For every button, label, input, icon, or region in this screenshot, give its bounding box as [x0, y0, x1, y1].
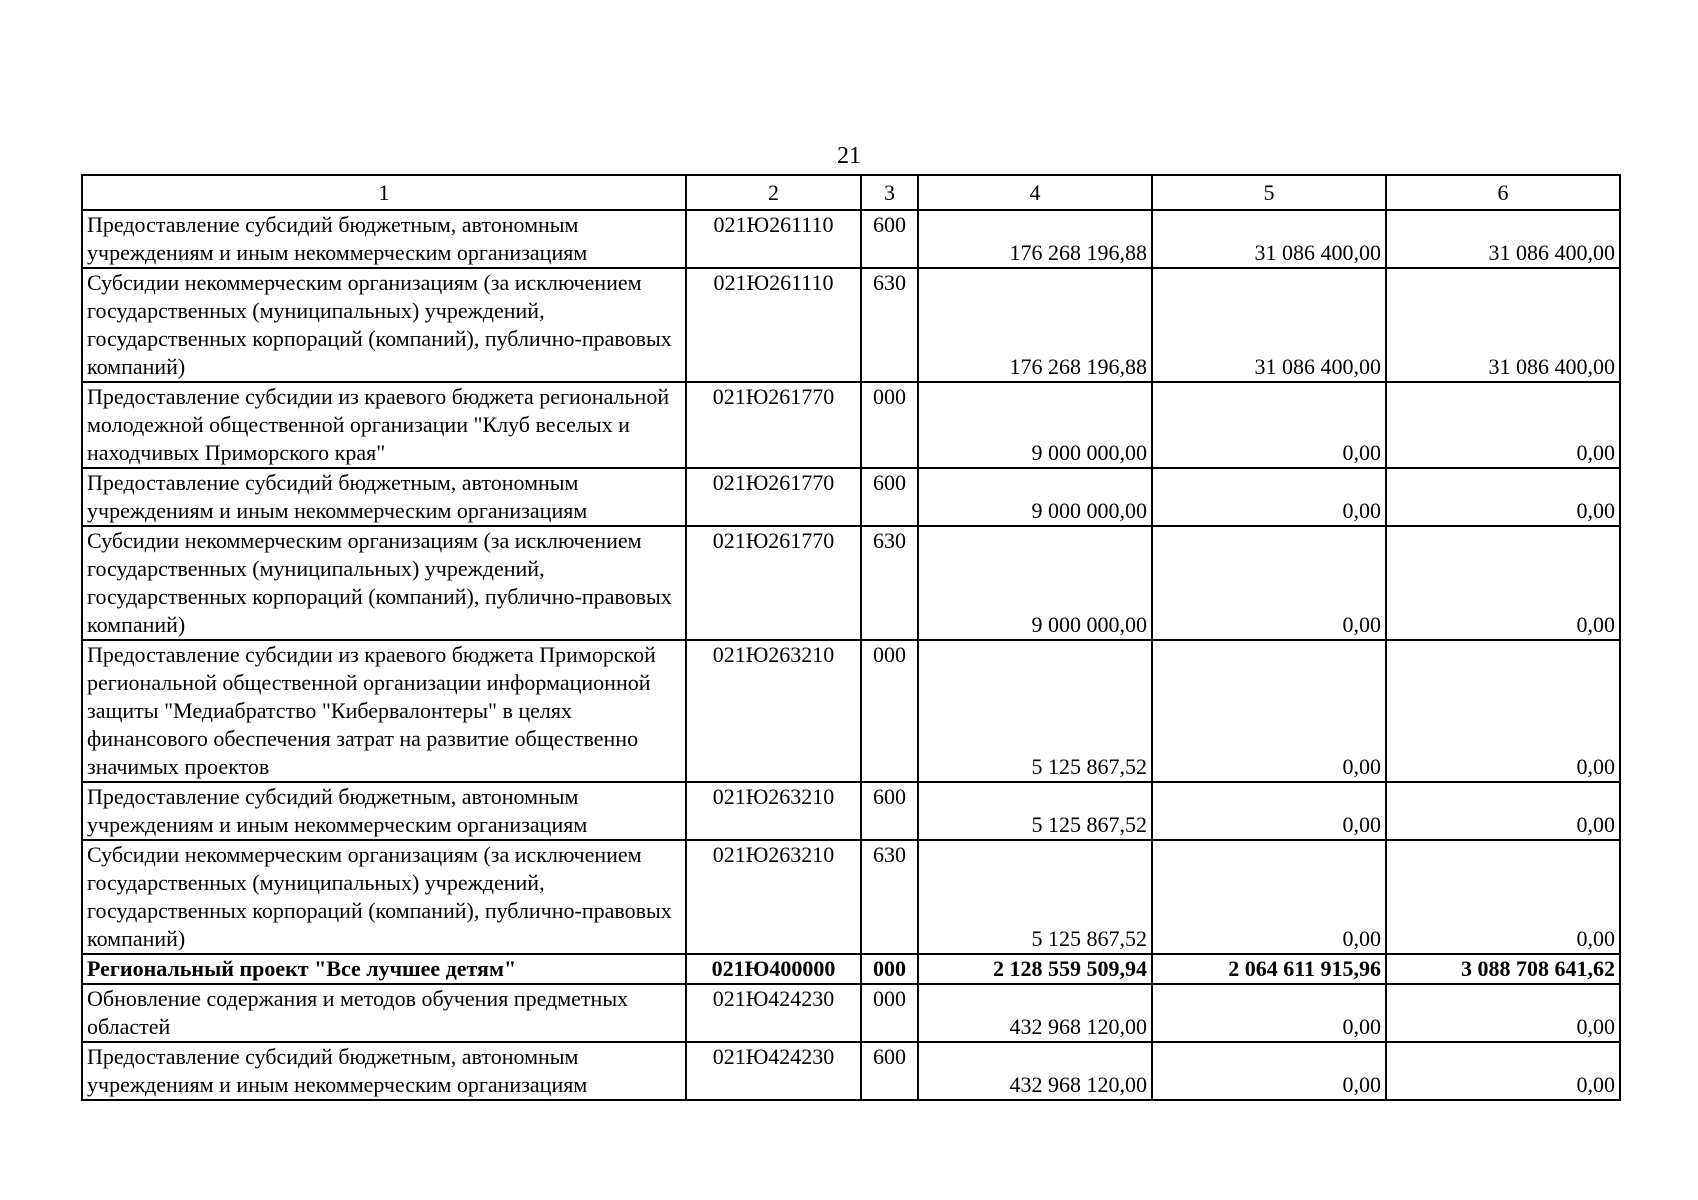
row-code: 021Ю261770 — [686, 382, 861, 468]
table-row — [82, 840, 1620, 954]
row-code: 021Ю261110 — [686, 268, 861, 382]
column-header-5: 5 — [1152, 175, 1386, 210]
row-value-6: 0,00 — [1386, 640, 1620, 782]
row-type: 600 — [861, 468, 918, 526]
row-type: 600 — [861, 210, 918, 268]
row-type: 600 — [861, 782, 918, 840]
row-value-4: 176 268 196,88 — [918, 268, 1152, 382]
row-value-6: 31 086 400,00 — [1386, 268, 1620, 382]
row-value-5: 0,00 — [1152, 468, 1386, 526]
column-header-2: 2 — [686, 175, 861, 210]
row-name: Предоставление субсидий бюджетным, автономным учреждениям и иным некоммерческим организациям — [82, 1042, 686, 1100]
row-value-6: 3 088 708 641,62 — [1386, 954, 1620, 984]
row-name: Предоставление субсидии из краевого бюджета региональной молодежной общественной организации "Клуб веселых и находчивых Приморского края" — [82, 382, 686, 468]
row-type: 630 — [861, 268, 918, 382]
row-value-4: 5 125 867,52 — [918, 640, 1152, 782]
row-value-5: 31 086 400,00 — [1152, 210, 1386, 268]
table-row — [82, 984, 1620, 1042]
row-code: 021Ю261110 — [686, 210, 861, 268]
row-value-5: 0,00 — [1152, 1042, 1386, 1100]
row-value-4: 2 128 559 509,94 — [918, 954, 1152, 984]
row-value-4: 5 125 867,52 — [918, 782, 1152, 840]
row-value-6: 0,00 — [1386, 468, 1620, 526]
row-value-5: 31 086 400,00 — [1152, 268, 1386, 382]
table-row — [82, 526, 1620, 640]
row-value-5: 0,00 — [1152, 840, 1386, 954]
row-value-5: 2 064 611 915,96 — [1152, 954, 1386, 984]
row-name: Предоставление субсидии из краевого бюджета Приморской региональной общественной организации информационной защиты "Медиабратство "Кибервалонтеры" в целях финансового обеспечения затрат на развитие общественно значимых проектов — [82, 640, 686, 782]
row-type: 000 — [861, 640, 918, 782]
row-code: 021Ю263210 — [686, 640, 861, 782]
row-value-6: 0,00 — [1386, 1042, 1620, 1100]
column-header-1: 1 — [82, 175, 686, 210]
row-value-4: 9 000 000,00 — [918, 468, 1152, 526]
row-type: 630 — [861, 526, 918, 640]
row-code: 021Ю263210 — [686, 782, 861, 840]
row-type: 600 — [861, 1042, 918, 1100]
table-row — [82, 1042, 1620, 1100]
table-row — [82, 782, 1620, 840]
row-value-6: 0,00 — [1386, 984, 1620, 1042]
row-value-5: 0,00 — [1152, 782, 1386, 840]
table-row — [82, 640, 1620, 782]
page-number: 21 — [837, 143, 861, 169]
row-code: 021Ю424230 — [686, 1042, 861, 1100]
row-value-4: 9 000 000,00 — [918, 382, 1152, 468]
row-code: 021Ю424230 — [686, 984, 861, 1042]
row-name: Субсидии некоммерческим организациям (за исключением государственных (муниципальных) учреждений, государственных корпораций (компаний), публично-правовых компаний) — [82, 268, 686, 382]
row-type: 000 — [861, 382, 918, 468]
row-type: 000 — [861, 954, 918, 984]
row-value-4: 432 968 120,00 — [918, 984, 1152, 1042]
row-value-6: 0,00 — [1386, 526, 1620, 640]
row-code: 021Ю400000 — [686, 954, 861, 984]
row-value-4: 176 268 196,88 — [918, 210, 1152, 268]
row-value-6: 31 086 400,00 — [1386, 210, 1620, 268]
row-value-6: 0,00 — [1386, 382, 1620, 468]
row-value-5: 0,00 — [1152, 984, 1386, 1042]
row-type: 630 — [861, 840, 918, 954]
row-type: 000 — [861, 984, 918, 1042]
row-name: Субсидии некоммерческим организациям (за исключением государственных (муниципальных) учреждений, государственных корпораций (компаний), публично-правовых компаний) — [82, 526, 686, 640]
row-value-4: 432 968 120,00 — [918, 1042, 1152, 1100]
row-name: Предоставление субсидий бюджетным, автономным учреждениям и иным некоммерческим организациям — [82, 468, 686, 526]
table-header-row — [82, 175, 1620, 210]
budget-table — [81, 174, 1621, 1101]
row-value-4: 9 000 000,00 — [918, 526, 1152, 640]
row-value-5: 0,00 — [1152, 640, 1386, 782]
row-name: Субсидии некоммерческим организациям (за исключением государственных (муниципальных) учреждений, государственных корпораций (компаний), публично-правовых компаний) — [82, 840, 686, 954]
row-value-5: 0,00 — [1152, 526, 1386, 640]
column-header-3: 3 — [861, 175, 918, 210]
table-row — [82, 468, 1620, 526]
column-header-4: 4 — [918, 175, 1152, 210]
row-code: 021Ю261770 — [686, 526, 861, 640]
row-value-4: 5 125 867,52 — [918, 840, 1152, 954]
table-row — [82, 210, 1620, 268]
row-name: Предоставление субсидий бюджетным, автономным учреждениям и иным некоммерческим организациям — [82, 782, 686, 840]
table-row-project — [82, 954, 1620, 984]
row-code: 021Ю261770 — [686, 468, 861, 526]
table-row — [82, 268, 1620, 382]
row-code: 021Ю263210 — [686, 840, 861, 954]
row-name: Региональный проект "Все лучшее детям" — [82, 954, 686, 984]
column-header-6: 6 — [1386, 175, 1620, 210]
table-row — [82, 382, 1620, 468]
row-value-6: 0,00 — [1386, 840, 1620, 954]
row-value-5: 0,00 — [1152, 382, 1386, 468]
row-value-6: 0,00 — [1386, 782, 1620, 840]
row-name: Предоставление субсидий бюджетным, автономным учреждениям и иным некоммерческим организациям — [82, 210, 686, 268]
row-name: Обновление содержания и методов обучения предметных областей — [82, 984, 686, 1042]
